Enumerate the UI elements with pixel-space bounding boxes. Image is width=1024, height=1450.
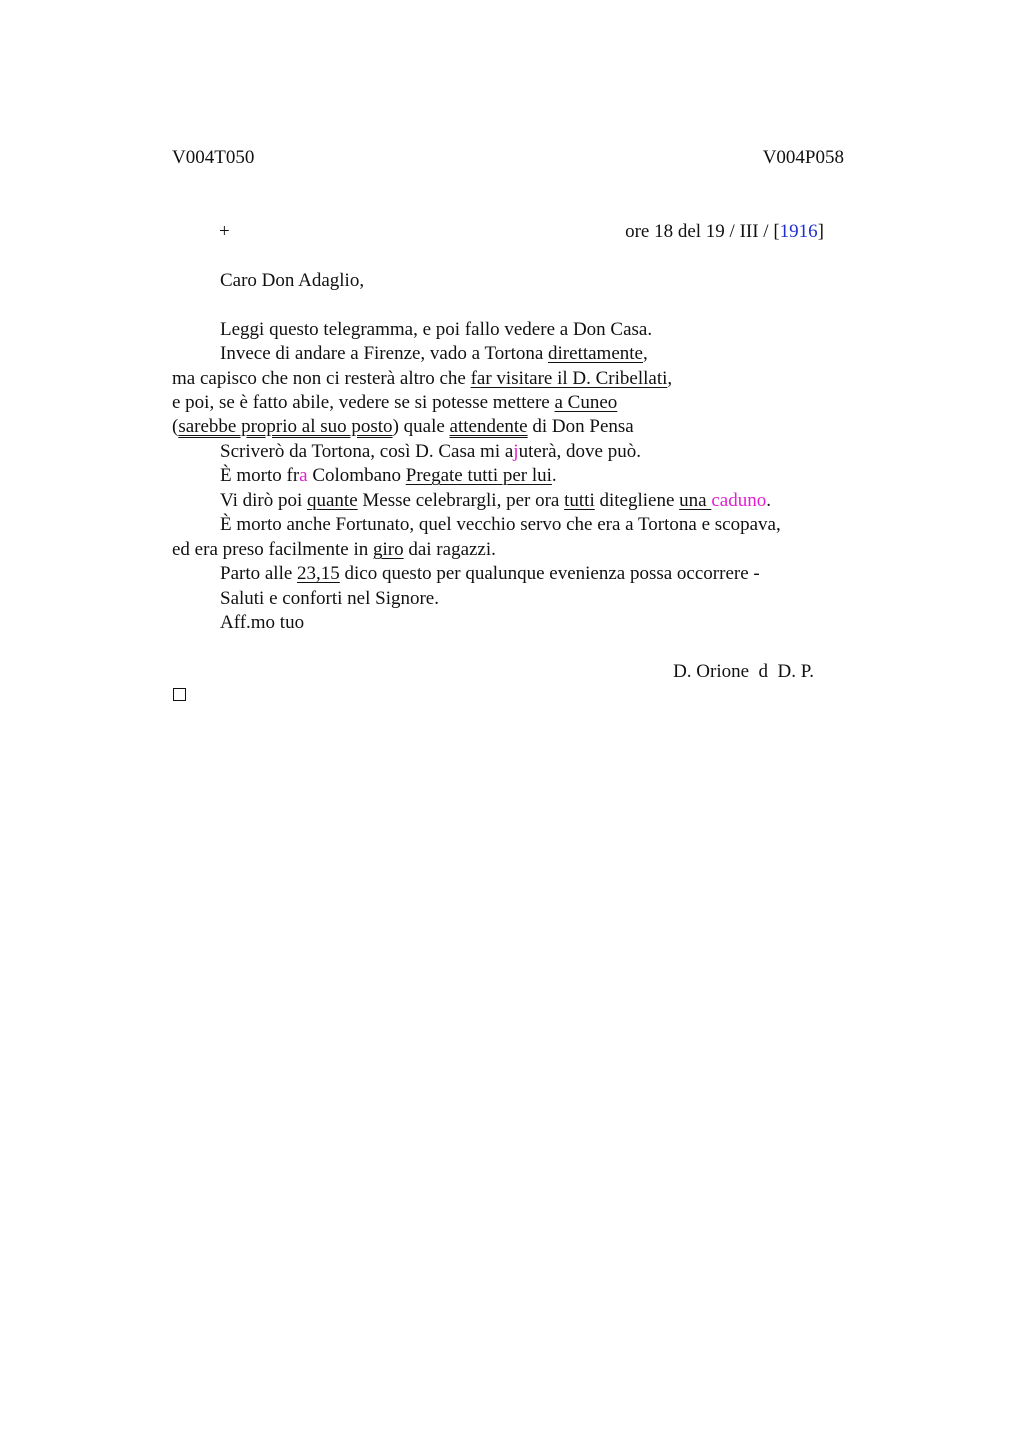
text-span: ma capisco che non ci resterà altro che — [172, 368, 471, 389]
double-underlined-text: sarebbe proprio al suo posto — [178, 416, 393, 437]
text-span: Messe celebrargli, per ora — [357, 490, 565, 511]
salutation: Caro Don Adaglio, — [220, 270, 365, 291]
letter-line-5 — [172, 415, 634, 439]
correction-text: a — [299, 465, 308, 486]
text-span: . — [766, 490, 771, 511]
text-span: Parto alle — [220, 563, 298, 584]
letter-line-11 — [220, 562, 760, 586]
end-of-document-box — [173, 688, 186, 701]
text-span: di Don Pensa — [527, 416, 634, 437]
text-span: , — [667, 368, 673, 389]
underlined-text: giro — [372, 539, 404, 560]
letter-line-4 — [172, 391, 617, 415]
underlined-text: 23,15 — [297, 563, 340, 584]
dateline-time: ore 18 del 19 / III / [ — [625, 221, 780, 242]
cross-mark: + — [219, 221, 230, 242]
dateline-year: 1916 — [779, 221, 818, 242]
letter-line-9: È morto anche Fortunato, quel vecchio servo che era a Tortona e scopava, — [220, 514, 781, 535]
underlined-text: tutti — [564, 490, 595, 511]
letter-line-8 — [220, 489, 771, 513]
letter-line-1: Leggi questo telegramma, e poi fallo vedere a Don Casa. — [220, 319, 653, 340]
text-span: dico questo per qualunque evenienza possa occorrere - — [339, 563, 760, 584]
letter-line-6 — [220, 440, 641, 464]
letter-line-2 — [220, 342, 648, 366]
correction-text: j — [513, 441, 519, 462]
text-span: Vi dirò poi — [220, 490, 307, 511]
document-code-right: V004P058 — [762, 147, 844, 168]
text-span: , — [643, 343, 648, 364]
underlined-text: Pregate tutti per lui — [405, 465, 552, 486]
letter-line-7 — [220, 464, 557, 488]
text-span: ditegliene — [594, 490, 680, 511]
text-span: . — [551, 465, 557, 486]
text-span: e poi, se è fatto abile, vedere se si potesse mettere — [172, 392, 555, 413]
signature: D. Orione d D. P. — [673, 661, 814, 682]
text-span: ed era preso facilmente in — [172, 539, 373, 560]
text-span: uterà, dove può. — [518, 441, 641, 462]
double-underlined-text: attendente — [449, 416, 528, 437]
underlined-text: una — [679, 490, 712, 511]
text-span: ( — [172, 416, 179, 437]
text-span: È morto fr — [220, 465, 300, 486]
closing-affection: Aff.mo tuo — [220, 612, 305, 633]
letter-line-10 — [172, 538, 496, 562]
text-span: Scriverò da Tortona, così D. Casa mi a — [220, 441, 514, 462]
underlined-text: quante — [307, 490, 358, 511]
dateline — [625, 220, 824, 244]
text-span: dai ragazzi. — [403, 539, 496, 560]
document-code-left: V004T050 — [172, 147, 255, 168]
dateline-close: ] — [817, 221, 824, 242]
text-span: ) quale — [392, 416, 450, 437]
underlined-text: direttamente — [548, 343, 643, 364]
underlined-text: far visitare il D. Cribellati — [470, 368, 668, 389]
correction-text: caduno — [711, 490, 767, 511]
text-span: Colombano — [307, 465, 406, 486]
closing-greeting: Saluti e conforti nel Signore. — [220, 588, 439, 609]
letter-line-3 — [172, 367, 672, 391]
underlined-text: a Cuneo — [554, 392, 618, 413]
text-span: Invece di andare a Firenze, vado a Tortona — [220, 343, 549, 364]
